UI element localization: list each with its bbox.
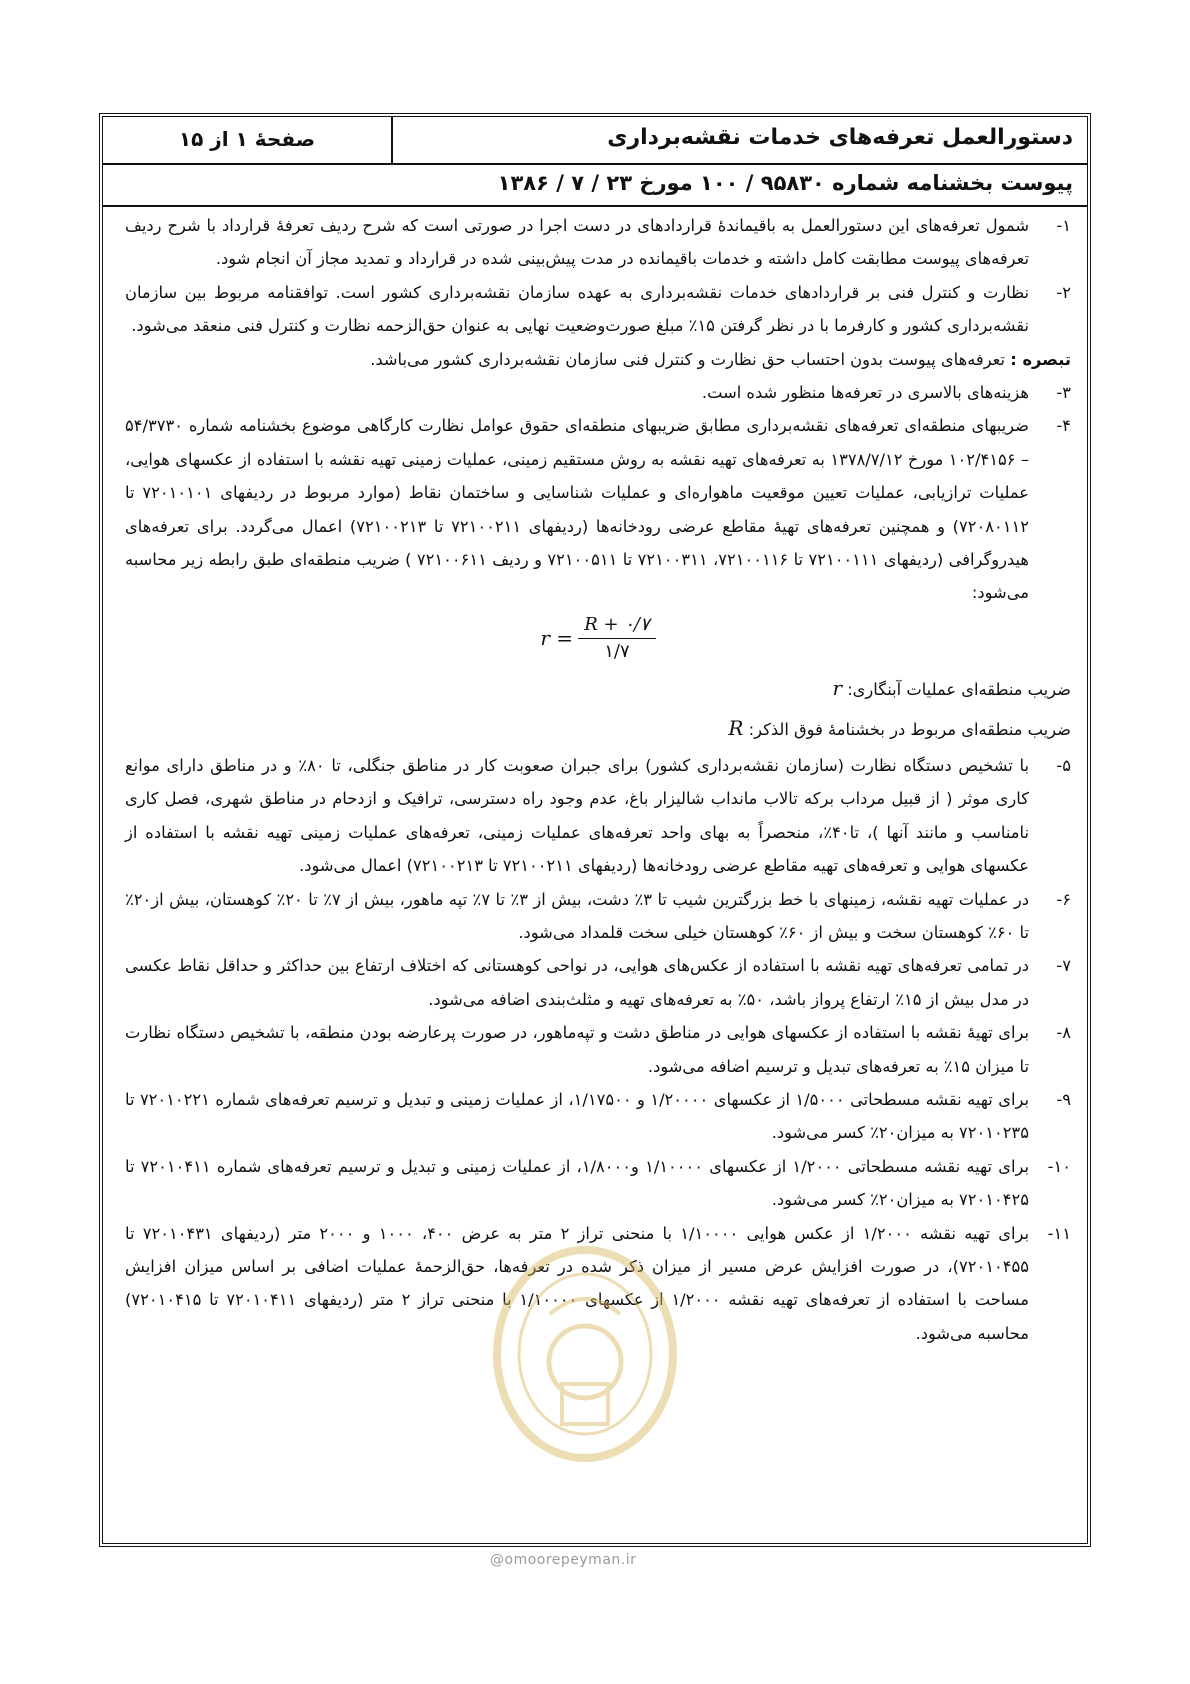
definition-R [125, 709, 1071, 749]
formula [125, 612, 1071, 665]
definition-symbol: R [728, 715, 744, 740]
item-number: ۵- [1056, 755, 1071, 775]
list-item [125, 883, 1071, 950]
formula-numerator: R + ۰/۷ [578, 612, 655, 639]
document-body [125, 209, 1071, 1350]
definition-r [125, 669, 1071, 709]
item-number: ۱- [1056, 216, 1071, 235]
item-number: ۸- [1056, 1023, 1071, 1043]
formula-lhs: r = [540, 625, 573, 650]
item-text: در عملیات تهیه نقشه، زمینهای با خط بزرگترین شیب تا ۳٪ دشت، بیش از ۳٪ تا ۷٪ تپه ماهور، بیش از ۷٪ تا ۲۰٪ کوهستان، بیش از۲۰٪ تا ۶۰٪ کوهستان سخت و بیش از ۶۰٪ کوهستان خیلی سخت قلمداد می‌شود. [125, 889, 1029, 942]
definitions [125, 669, 1071, 749]
item-number: ۱۱- [1047, 1223, 1071, 1243]
item-number: ۷- [1056, 956, 1071, 976]
item-number: ۴- [1056, 416, 1071, 436]
formula-denominator: ۱/۷ [604, 640, 630, 662]
item-text: شمول تعرفه‌های این دستورالعمل به باقیماندهٔ قراردادهای در دست اجرا در صورتی است که شرح ردیف تعرفهٔ قرارداد با شرح ردیف تعرفه‌های پیوست مطابقت کامل داشته و خدمات باقیمانده در مدت پیش‌بینی شده در قرارداد و تمدید مجاز آن انجام شود. [125, 216, 1029, 269]
list-item [125, 949, 1071, 1016]
definition-text: ضریب منطقه‌ای مربوط در بخشنامهٔ فوق الذکر: [748, 719, 1071, 739]
attachment-reference: پیوست بخشنامه شماره ۹۵۸۳۰ / ۱۰۰ مورخ ۲۳ / ۷ / ۱۳۸۶ [497, 171, 1073, 195]
definition-text: ضریب منطقه‌ای عملیات آبنگاری: [847, 679, 1071, 699]
list-item [125, 376, 1071, 409]
list-item [125, 409, 1071, 609]
document-title: دستورالعمل تعرفه‌های خدمات نقشه‌برداری [607, 125, 1073, 150]
watermark-text: @omoorepeyman.ir [490, 1552, 637, 1568]
item-number: ۲- [1056, 282, 1071, 302]
item-text: در تمامی تعرفه‌های تهیه نقشه با استفاده از عکس‌های هوایی، در نواحی کوهستانی که اختلاف ارتفاع بین حداکثر و حداقل نقاط عکسی در مدل بیش از ۱۵٪ ارتفاع پرواز باشد، ۵۰٪ به تعرفه‌های تهیه و مثلث‌بندی اضافه می‌شود. [125, 956, 1029, 1009]
item-number: ۱۰- [1047, 1156, 1071, 1176]
list-item [125, 1016, 1071, 1083]
formula-fraction [578, 612, 655, 665]
note-text: تعرفه‌های پیوست بدون احتساب حق نظارت و کنترل فنی سازمان نقشه‌برداری کشور می‌باشد. [370, 349, 1006, 369]
list-item [125, 749, 1071, 883]
list-item [125, 1150, 1071, 1217]
list-item [125, 276, 1071, 343]
list-item [125, 1083, 1071, 1150]
subheader-row [103, 163, 1087, 207]
item-text: برای تهیه نقشه مسطحاتی ۱/۵۰۰۰ از عکسهای ۱/۲۰۰۰۰ و ۱/۱۷۵۰۰، از عملیات زمینی و تبدیل و ترسیم تعرفه‌های شماره ۷۲۰۱۰۲۲۱ تا ۷۲۰۱۰۲۳۵ به میزان۲۰٪ کسر می‌شود. [125, 1089, 1030, 1143]
item-text: هزینه‌های بالاسری در تعرفه‌ها منظور شده است. [701, 383, 1029, 403]
item-text: برای تهیهٔ نقشه با استفاده از عکسهای هوایی در مناطق دشت و تپه‌ماهور، در صورت پرعارضه بودن منطقه، با تشخیص دستگاه نظارت تا میزان ۱۵٪ به تعرفه‌های تبدیل و ترسیم اضافه می‌شود. [125, 1023, 1029, 1076]
item-text: برای تهیه نقشه ۱/۲۰۰۰ از عکس هوایی ۱/۱۰۰۰۰ با منحنی تراز ۲ متر به عرض ۴۰۰، ۱۰۰۰ و ۲۰۰۰ متر (ردیفهای ۷۲۰۱۰۴۳۱ تا ۷۲۰۱۰۴۵۵)، در صورت افزایش عرض مسیر از میزان ذکر شده در تعرفه‌ها، حق‌الزحمهٔ عملیات اضافی بر اساس میزان افزایش مساحت با استفاده از تعرفه‌های تهیه نقشه ۱/۲۰۰۰ از عکسهای ۱/۱۰۰۰۰ با منحنی تراز ۲ متر (ردیفهای ۷۲۰۱۰۴۱۱ تا ۷۲۰۱۰۴۱۵) محاسبه می‌شود. [125, 1223, 1029, 1343]
stamp-seal-icon [490, 1244, 680, 1464]
header-row [103, 117, 1087, 165]
item-number: ۶- [1056, 889, 1071, 909]
item-text: نظارت و کنترل فنی بر قراردادهای خدمات نقشه‌برداری به عهده سازمان نقشه‌برداری کشور است. توافقنامه مربوط بین سازمان نقشه‌برداری کشور و کارفرما با در نظر گرفتن ۱۵٪ مبلغ صورت‌وضعیت نهایی به عنوان حق‌الزحمه نظارت و کنترل فنی منعقد می‌شود. [125, 282, 1029, 336]
page-number: صفحهٔ ۱ از ۱۵ [103, 117, 393, 163]
note-label: تبصره : [1010, 349, 1071, 369]
item-text: برای تهیه نقشه مسطحاتی ۱/۲۰۰۰ از عکسهای ۱/۱۰۰۰۰ و۱/۸۰۰۰، از عملیات زمینی و تبدیل و ترسیم تعرفه‌های شماره ۷۲۰۱۰۴۱۱ تا ۷۲۰۱۰۴۲۵ به میزان۲۰٪ کسر می‌شود. [125, 1156, 1029, 1210]
item-text: با تشخیص دستگاه نظارت (سازمان نقشه‌برداری کشور) برای جبران صعوبت کار در مناطق جنگلی، تا ۸۰٪ و در مناطق دارای موانع کاری موثر ( از قبیل مرداب برکه تالاب مانداب شالیزار باغ، عدم وجود راه دسترسی، ترافیک و ازدحام در مناطق شهری، فصل کاری نامناسب و مانند آنها )، تا۴۰٪، منحصراً به بهای واحد تعرفه‌های عملیات زمینی، تعرفه‌های عملیات زمینی تهیه نقشه با استفاده از عکسهای هوایی و تعرفه‌های تهیه مقاطع عرضی رودخانه‌ها (ردیفهای ۷۲۱۰۰۲۱۱ تا ۷۲۱۰۰۲۱۳) اعمال می‌شود. [125, 755, 1030, 876]
item-text: ضریبهای منطقه‌ای تعرفه‌های نقشه‌برداری مطابق ضریبهای منطقه‌ای حقوق عوامل نظارت کارگاهی موضوع بخشنامه شماره ۵۴/۳۷۳۰ – ۱۰۲/۴۱۵۶ مورخ ۱۳۷۸/۷/۱۲ به تعرفه‌های تهیه نقشه به روش مستقیم زمینی، عملیات زمینی تهیه نقشه با استفاده از عکسهای هوایی، عملیات ترازیابی، عملیات تعیین موقعیت ماهواره‌ای و عملیات شناسایی و ساختمان نقاط (موارد مربوط در ردیفهای ۷۲۰۱۰۱۰۱ تا ۷۲۰۸۰۱۱۲) و همچنین تعرفه‌های تهیهٔ مقاطع عرضی رودخانه‌ها (ردیفهای ۷۲۱۰۰۲۱۱ تا ۷۲۱۰۰۲۱۳) اعمال می‌گردد. برای تعرفه‌های هیدروگرافی (ردیفهای ۷۲۱۰۰۱۱۱ تا ۷۲۱۰۰۱۱۶، ۷۲۱۰۰۳۱۱ تا ۷۲۱۰۰۵۱۱ و ردیف ۷۲۱۰۰۶۱۱ ) ضریب منطقه‌ای طبق رابطه زیر محاسبه می‌شود: [125, 416, 1030, 603]
item-number: ۹- [1056, 1089, 1071, 1109]
note-paragraph [125, 343, 1071, 376]
definition-symbol: r [832, 675, 842, 700]
list-item [125, 209, 1071, 276]
item-number: ۳- [1056, 383, 1071, 403]
